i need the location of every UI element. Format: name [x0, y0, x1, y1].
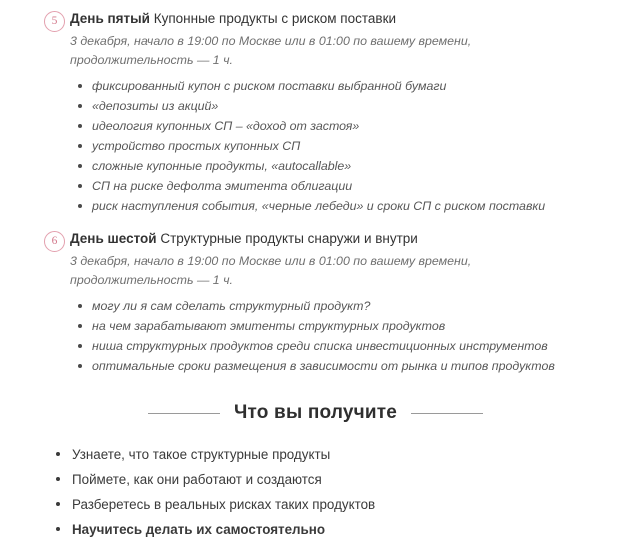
day-title-label: День пятый [70, 11, 150, 26]
day-title-label: День шестой [70, 231, 157, 246]
list-item: риск наступления события, «черные лебеди» и сроки СП с риском поставки [70, 196, 613, 216]
divider-left [148, 413, 220, 414]
list-item: ниша структурных продуктов среди списка инвестиционных инструментов [70, 336, 613, 356]
day-title [70, 230, 613, 247]
list-item: «депозиты из акций» [70, 96, 613, 116]
divider-right [411, 413, 483, 414]
day-number-badge: 6 [44, 231, 65, 252]
list-item: Разберетесь в реальных рисках таких продуктов [52, 492, 613, 517]
day-topic-list [70, 296, 613, 376]
list-item: устройство простых купонных СП [70, 136, 613, 156]
list-item: могу ли я сам сделать структурный продукт? [70, 296, 613, 316]
day-schedule-text: 3 декабря, начало в 19:00 по Москве или в 01:00 по вашему времени, продолжительность — 1 ч. [70, 254, 472, 287]
list-item: оптимальные сроки размещения в зависимости от рынка и типов продуктов [70, 356, 613, 376]
results-list [18, 442, 613, 542]
list-item: фиксированный купон с риском поставки выбранной бумаги [70, 76, 613, 96]
results-section-heading [18, 402, 613, 424]
day-schedule-text: 3 декабря, начало в 19:00 по Москве или в 01:00 по вашему времени, продолжительность — 1 ч. [70, 34, 472, 67]
list-item: Узнаете, что такое структурные продукты [52, 442, 613, 467]
list-item: СП на риске дефолта эмитента облигации [70, 176, 613, 196]
day-title-topic: Структурные продукты снаружи и внутри [160, 231, 418, 246]
list-item: сложные купонные продукты, «autocallable» [70, 156, 613, 176]
day-topic-list [70, 76, 613, 216]
day-title [70, 10, 613, 27]
list-item: Научитесь делать их самостоятельно [52, 517, 613, 542]
day-title-topic: Купонные продукты с риском поставки [153, 11, 397, 26]
day-number-badge: 5 [44, 11, 65, 32]
page-title: Что вы получите [233, 402, 398, 423]
list-item: идеология купонных СП – «доход от застоя» [70, 116, 613, 136]
day-block-5 [18, 10, 613, 216]
list-item: Поймете, как они работают и создаются [52, 467, 613, 492]
list-item: на чем зарабатывают эмитенты структурных продуктов [70, 316, 613, 336]
day-block-6 [18, 230, 613, 376]
